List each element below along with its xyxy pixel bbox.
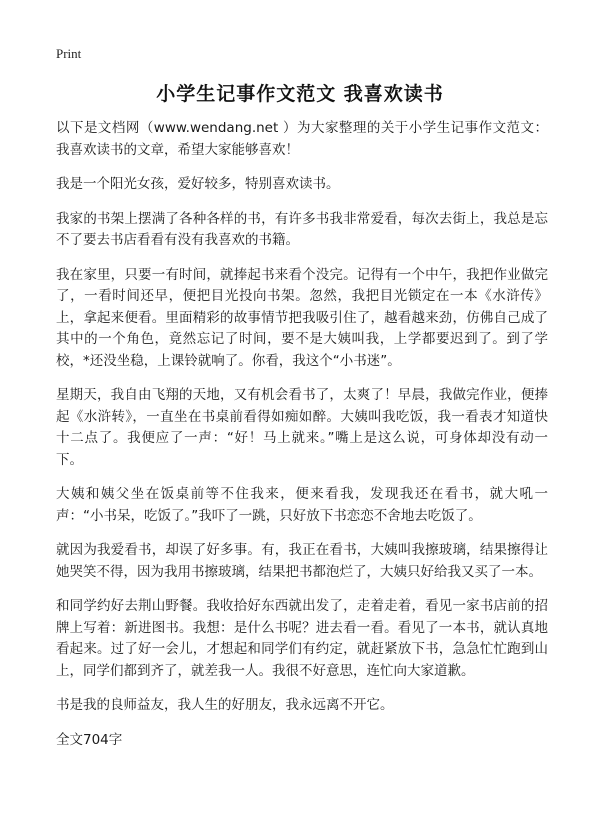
page-title: 小学生记事作文范文 我喜欢读书 [156,83,444,105]
paragraph: 我家的书架上摆满了各种各样的书，有许多书我非常爱看，每次去街上，我总是忘不了要去书店看看有没有我喜欢的书籍。 [56,210,548,248]
paragraph: 大姨和姨父坐在饭桌前等不住我来，便来看我，发现我还在看书，就大吼一声：“小书呆，吃饭了。”我吓了一跳，只好放下书恋恋不舍地去吃饭了。 [56,486,548,524]
print-label: Print [56,46,82,61]
paragraph: 我是一个阳光女孩，爱好较多，特别喜欢读书。 [56,176,340,192]
paragraph: 我在家里，只要一有时间，就捧起书来看个没完。记得有一个中午，我把作业做完了，一看时间还早，便把目光投向书架。忽然，我把目光锁定在一本《水浒传》上，拿起来便看。里面精彩的故事情节把我吸引住了，越看越来劲，仿佛自己成了其中的一个角色，竟然忘记了时间，要不是大姨叫我，上学都要迟到了。到了学校，*还没坐稳，上课铃就响了。你看，我这个“小书迷”。 [56,266,548,369]
paragraph-closing: 书是我的良师益友，我人生的好朋友，我永远离不开它。 [56,697,394,713]
paragraph: 和同学约好去荆山野餐。我收拾好东西就出发了，走着走着，看见一家书店前的招牌上写着：新进图书。我想：是什么书呢？进去看一看。看见了一本书，就认真地看起来。过了好一会儿，才想起和同学们有约定，就赶紧放下书，急急忙忙跑到山上，同学们都到齐了，就差我一人。我很不好意思，连忙向大家道歉。 [56,598,548,679]
paragraph: 就因为我爱看书，却误了好多事。有，我正在看书，大姨叫我擦玻璃，结果擦得让她哭笑不得，因为我用书擦玻璃，结果把书都泡烂了，大姨只好给我又买了一本。 [56,542,548,580]
paragraph: 星期天，我自由飞翔的天地，又有机会看书了，太爽了！早晨，我做完作业，便捧起《水浒转》，一直坐在书桌前看得如痴如醉。大姨叫我吃饭，我一看表才知道快十二点了。我便应了一声：“好！马上就来。”嘴上是这么说，可身体却没有动一下。 [56,387,548,468]
article-body [56,118,548,751]
word-count: 全文704字 [56,731,123,748]
paragraph-intro: 以下是文档网（www.wendang.net ）为大家整理的关于小学生记事作文范文：我喜欢读书的文章，希望大家能够喜欢！ [56,120,548,158]
